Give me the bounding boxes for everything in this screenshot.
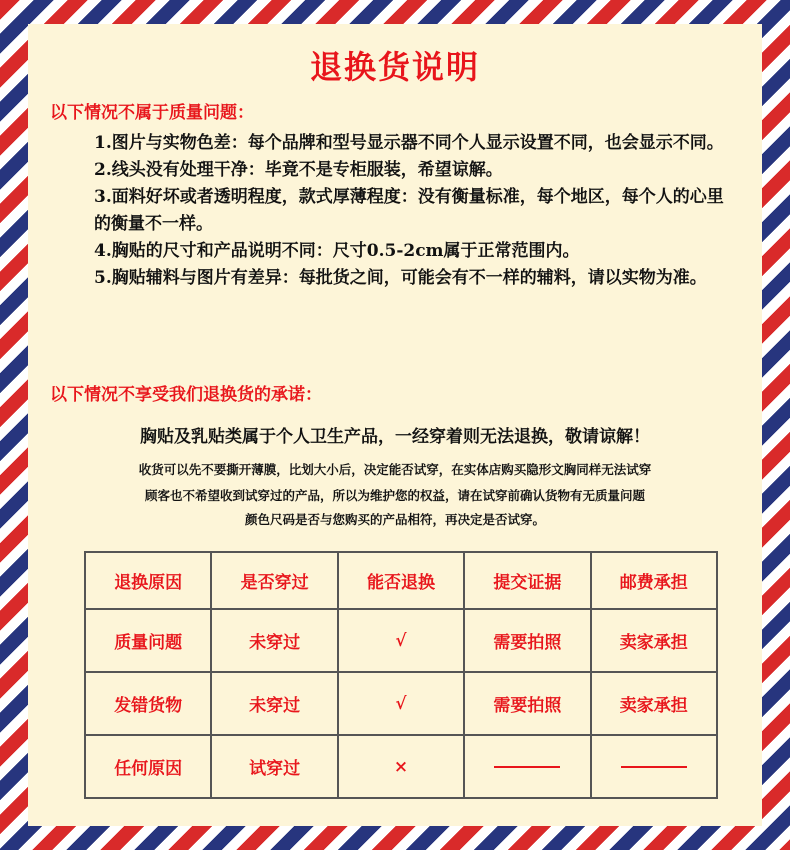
table-cell: 任何原因 bbox=[85, 735, 211, 798]
table-cell-empty bbox=[464, 735, 590, 798]
cross-icon: × bbox=[338, 735, 464, 798]
column-header: 退换原因 bbox=[85, 552, 211, 609]
column-header: 邮费承担 bbox=[591, 552, 717, 609]
table-cell: 未穿过 bbox=[211, 672, 337, 735]
table-cell: 发错货物 bbox=[85, 672, 211, 735]
table-cell: 需要拍照 bbox=[464, 609, 590, 672]
list-item: 4.胸贴的尺寸和产品说明不同：尺寸0.5-2cm属于正常范围内。 bbox=[94, 241, 580, 261]
rules-list bbox=[94, 130, 734, 292]
section-heading-no-return: 以下情况不享受我们退换货的承诺： bbox=[50, 385, 322, 405]
return-policy-table bbox=[84, 551, 718, 799]
notice-card bbox=[28, 24, 762, 826]
table-cell: 未穿过 bbox=[211, 609, 337, 672]
note-line: 颜色尺码是否与您购买的产品相符，再决定是否试穿。 bbox=[244, 512, 545, 527]
table-row bbox=[85, 672, 717, 735]
column-header: 是否穿过 bbox=[211, 552, 337, 609]
table-row bbox=[85, 735, 717, 798]
dash-icon bbox=[621, 766, 687, 768]
column-header: 能否退换 bbox=[338, 552, 464, 609]
list-item: 3.面料好坏或者透明程度，款式厚薄程度：没有衡量标准，每个地区，每个人的心里的衡量不一样。 bbox=[94, 187, 724, 234]
list-item: 2.线头没有处理干净：毕竟不是专柜服装，希望谅解。 bbox=[94, 160, 503, 180]
table-header-row bbox=[85, 552, 717, 609]
table-cell: 质量问题 bbox=[85, 609, 211, 672]
table-cell-empty bbox=[591, 735, 717, 798]
hygiene-notice: 胸贴及乳贴类属于个人卫生产品，一经穿着则无法退换，敬请谅解！ bbox=[140, 427, 650, 447]
table-cell: 试穿过 bbox=[211, 735, 337, 798]
note-line: 顾客也不希望收到试穿过的产品，所以为维护您的权益，请在试穿前确认货物有无质量问题 bbox=[144, 488, 645, 503]
list-item: 1.图片与实物色差：每个品牌和型号显示器不同个人显示设置不同，也会显示不同。 bbox=[94, 133, 724, 153]
table-cell: 卖家承担 bbox=[591, 672, 717, 735]
table-cell: 卖家承担 bbox=[591, 609, 717, 672]
table-row bbox=[85, 609, 717, 672]
page-title: 退换货说明 bbox=[309, 48, 480, 86]
note-line: 收货可以先不要撕开薄膜，比划大小后，决定能否试穿，在实体店购买隐形文胸同样无法试穿 bbox=[138, 462, 652, 477]
checkmark-icon: √ bbox=[338, 609, 464, 672]
dash-icon bbox=[494, 766, 560, 768]
list-item: 5.胸贴辅料与图片有差异：每批货之间，可能会有不一样的辅料，请以实物为准。 bbox=[94, 268, 707, 288]
column-header: 提交证据 bbox=[464, 552, 590, 609]
table-cell: 需要拍照 bbox=[464, 672, 590, 735]
checkmark-icon: √ bbox=[338, 672, 464, 735]
section-heading-not-quality: 以下情况不属于质量问题： bbox=[50, 103, 254, 123]
